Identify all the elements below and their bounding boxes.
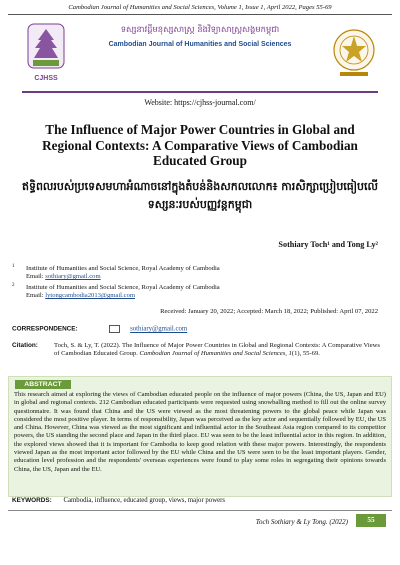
paper-title-khmer: ឥទ្ធិពលរបស់ប្រទេសមហាអំណាចនៅក្នុងតំបន់និងសកលលោក៖ ការសិក្សាប្រៀបធៀបលើទស្សនៈរបស់បញ្ញវន្តកម្ពុជា bbox=[21, 180, 378, 211]
author-email-link[interactable]: sothiary@gmail.com bbox=[45, 273, 101, 280]
logo-label: CJHSS bbox=[34, 75, 58, 82]
affiliation-number: 1 bbox=[12, 264, 15, 269]
running-head: Cambodian Journal of Humanities and Social Sciences, Volume 1, Issue 1, April 2022, Pages 55-69 bbox=[68, 4, 332, 11]
author-list: Sothiary Toch¹ and Tong Ly² bbox=[278, 240, 378, 249]
header-divider bbox=[8, 14, 392, 15]
affiliation-institute: Institute of Humanities and Social Science, Royal Academy of Cambodia bbox=[26, 284, 220, 291]
journal-masthead bbox=[22, 18, 378, 116]
citation-journal: Cambodian Journal of Humanities and Social Sciences, 1 bbox=[139, 350, 292, 358]
citation-block bbox=[12, 342, 380, 358]
author-email-link[interactable]: lytongcambodia2013@gmail.com bbox=[45, 292, 136, 299]
citation-text bbox=[54, 342, 380, 358]
journal-title-block bbox=[80, 24, 320, 48]
page-number: 55 bbox=[356, 514, 386, 527]
correspondence-label: CORRESPONDENCE: bbox=[12, 325, 78, 333]
masthead-divider bbox=[22, 91, 378, 93]
footer-divider bbox=[8, 510, 392, 511]
paper-title-english: The Influence of Major Power Countries in Global and Regional Contexts: A Comparative Views of Cambodian Educated Group bbox=[42, 122, 358, 168]
correspondence-row bbox=[12, 325, 380, 333]
keywords-label: KEYWORDS: bbox=[12, 497, 52, 504]
journal-website[interactable]: Website: https://cjhss-journal.com/ bbox=[144, 98, 256, 107]
affiliation-institute: Institute of Humanities and Social Science, Royal Academy of Cambodia bbox=[26, 265, 220, 272]
citation-reference: Toch, S. & Ly, T. (2022). The Influence of Major Power Countries in Global and Regional Contexts: A Comparative Views of Cambodian Educated Group. bbox=[54, 342, 380, 358]
journal-name-english: Cambodian Journal of Humanities and Social Sciences bbox=[108, 41, 292, 48]
affiliations bbox=[12, 265, 380, 303]
submission-dates: Received: January 20, 2022; Accepted: March 18, 2022; Published: April 07, 2022 bbox=[160, 308, 378, 315]
journal-logo-icon bbox=[22, 20, 70, 88]
abstract-text: This research aimed at exploring the views of Cambodian educated people on the influence of major powers (China, the US, Japan and EU) in global and regional contexts. 212 Cambodian educated participants were requested using snowballing method to fill out the online survey questionnaire. It was found that China and the US were viewed as the most threatening powers to the global peace while Japan was considered the most positive player. In terms of responsibility, Japan was perceived as the key actor and sequentially followed by EU, the US and China. However, China was viewed as the most significant and influential actor in the Southeast Asia region compared to its competitor powers, the US standing the second place and Japan in the third place. EU was seen to be the least influential actor in this region. In addition, the explored views showed that it is important for Cambodia to keep good relation with these major powers. Interestingly, the respondents viewed Japan as the most important actor followed by the EU while China and the US were seen to be the least important players. Gender, education level profession and the respondents' overseas experiences were found to play some roles in segregating their opinions towards China, the US, Japan and the EU. bbox=[14, 391, 386, 473]
envelope-icon bbox=[109, 325, 120, 333]
email-label: Email: bbox=[26, 273, 44, 280]
abstract-heading: ABSTRACT bbox=[15, 380, 71, 389]
affiliation-1 bbox=[12, 265, 380, 281]
journal-name-khmer: ទស្សនាវដ្តីមនុស្សសាស្ត្រ និងវិទ្យាសាស្ត្រសង្គមកម្ពុជា bbox=[120, 24, 280, 34]
citation-issue: (1), 55-69. bbox=[291, 350, 320, 358]
email-label: Email: bbox=[26, 292, 44, 299]
citation-label: Citation: bbox=[12, 342, 38, 349]
royal-academy-seal-icon bbox=[330, 20, 378, 88]
affiliation-2 bbox=[12, 284, 380, 300]
affiliation-number: 2 bbox=[12, 283, 15, 288]
correspondence-email-link[interactable]: sothiary@gmail.com bbox=[130, 325, 188, 333]
keywords-row bbox=[12, 497, 380, 504]
abstract-box bbox=[8, 376, 392, 497]
keywords-text: Cambodia, influence, educated group, views, major powers bbox=[63, 497, 226, 504]
footer-citation: Toch Sothiary & Ly Tong. (2022) bbox=[255, 518, 348, 526]
